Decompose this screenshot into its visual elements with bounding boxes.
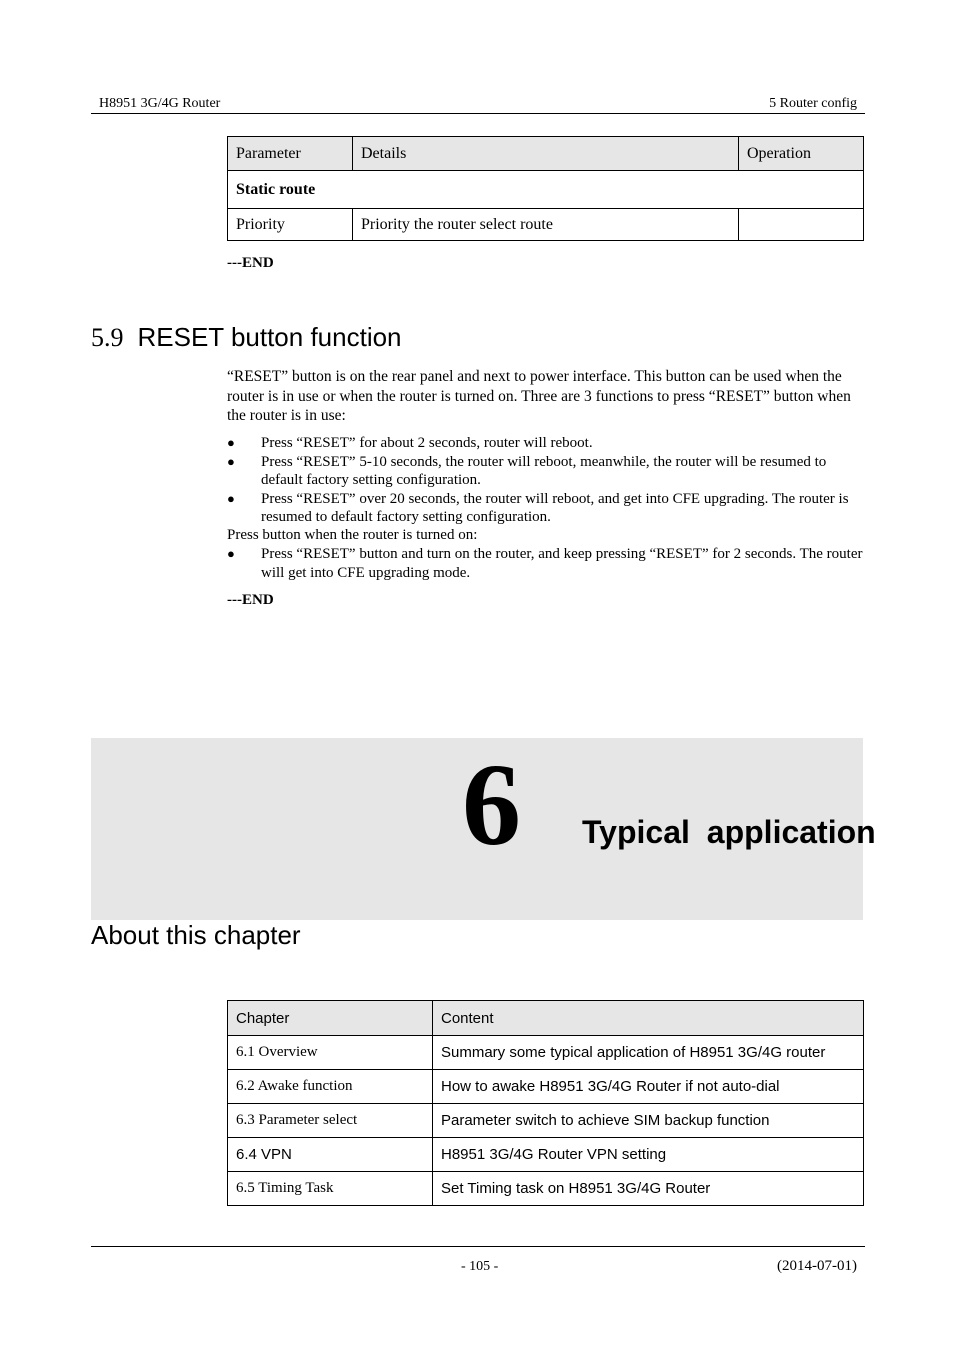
section-title: RESET button function [137,322,402,352]
list-item-text: Press “RESET” over 20 seconds, the router will reboot, and get into CFE upgrading. The router is resumed to default factory setting configuration. [261,490,849,525]
bullet-icon: ● [227,435,235,450]
list-item-text: Press “RESET” button and turn on the router, and keep pressing “RESET” for 2 seconds. The router will get into CFE upgrading mode. [261,546,863,581]
static-route-table [227,136,864,241]
table-header-cell: Parameter [228,137,353,171]
chapter-number: 6 [462,739,521,870]
header-doc-title: H8951 3G/4G Router [99,96,221,111]
table-cell: 6.3 Parameter select [228,1104,433,1138]
footer-rule [91,1246,865,1247]
table-cell: 6.2 Awake function [228,1070,433,1104]
bullet-icon: ● [227,490,235,506]
section-number: 5.9 [91,323,124,352]
table-row [228,209,864,241]
list-item-text: Press “RESET” 5-10 seconds, the router will reboot, meanwhile, the router will be resumed to default factory setting configuration. [261,453,827,488]
bullet-list-in-use [227,434,864,527]
table-cell: H8951 3G/4G Router VPN setting [433,1138,864,1172]
table-header-cell: Details [353,137,739,171]
bullet-icon: ● [227,546,235,561]
header-rule [91,113,865,114]
table-header-row [228,137,864,171]
bullet-list-turned-on [227,545,864,582]
table-header-row [228,1001,864,1036]
end-marker: ---END [227,255,274,271]
section-intro: “RESET” button is on the rear panel and next to power interface. This button can be used when the router is in use or when the router is turned on. Three are 3 functions to press “RESET” button when the router is in use: [227,368,851,424]
page-number: - 105 - [461,1259,499,1274]
list-item [227,545,864,582]
table-header-cell: Operation [739,137,864,171]
table-cell: Priority [228,209,353,241]
table-cell [739,209,864,241]
list-item [227,453,864,490]
section-heading [91,322,402,353]
table-row [228,1172,864,1206]
table-cell: How to awake H8951 3G/4G Router if not auto-dial [433,1070,864,1104]
table-cell: Parameter switch to achieve SIM backup function [433,1104,864,1138]
bullet-icon: ● [227,453,235,469]
table-row [228,1070,864,1104]
document-date: (2014-07-01) [777,1258,857,1274]
end-marker: ---END [227,592,274,608]
table-cell: Summary some typical application of H8951 3G/4G router [433,1036,864,1070]
table-row [228,1036,864,1070]
table-cell: Priority the router select route [353,209,739,241]
table-section-label: Static route [228,171,864,209]
turned-on-label: Press button when the router is turned on: [227,527,478,543]
about-heading: About this chapter [91,920,301,950]
table-header-cell: Chapter [228,1001,433,1036]
chapter-contents-table [227,1000,864,1206]
table-header-cell: Content [433,1001,864,1036]
list-item-text: Press “RESET” for about 2 seconds, router will reboot. [261,435,593,451]
table-cell: 6.1 Overview [228,1036,433,1070]
chapter-title: Typical application [582,814,876,850]
table-cell: 6.5 Timing Task [228,1172,433,1206]
table-cell: Set Timing task on H8951 3G/4G Router [433,1172,864,1206]
table-row [228,1138,864,1172]
table-section-row [228,171,864,209]
header-chapter: 5 Router config [769,96,857,111]
list-item [227,434,864,453]
list-item [227,490,864,527]
table-row [228,1104,864,1138]
table-cell: 6.4 VPN [228,1138,433,1172]
